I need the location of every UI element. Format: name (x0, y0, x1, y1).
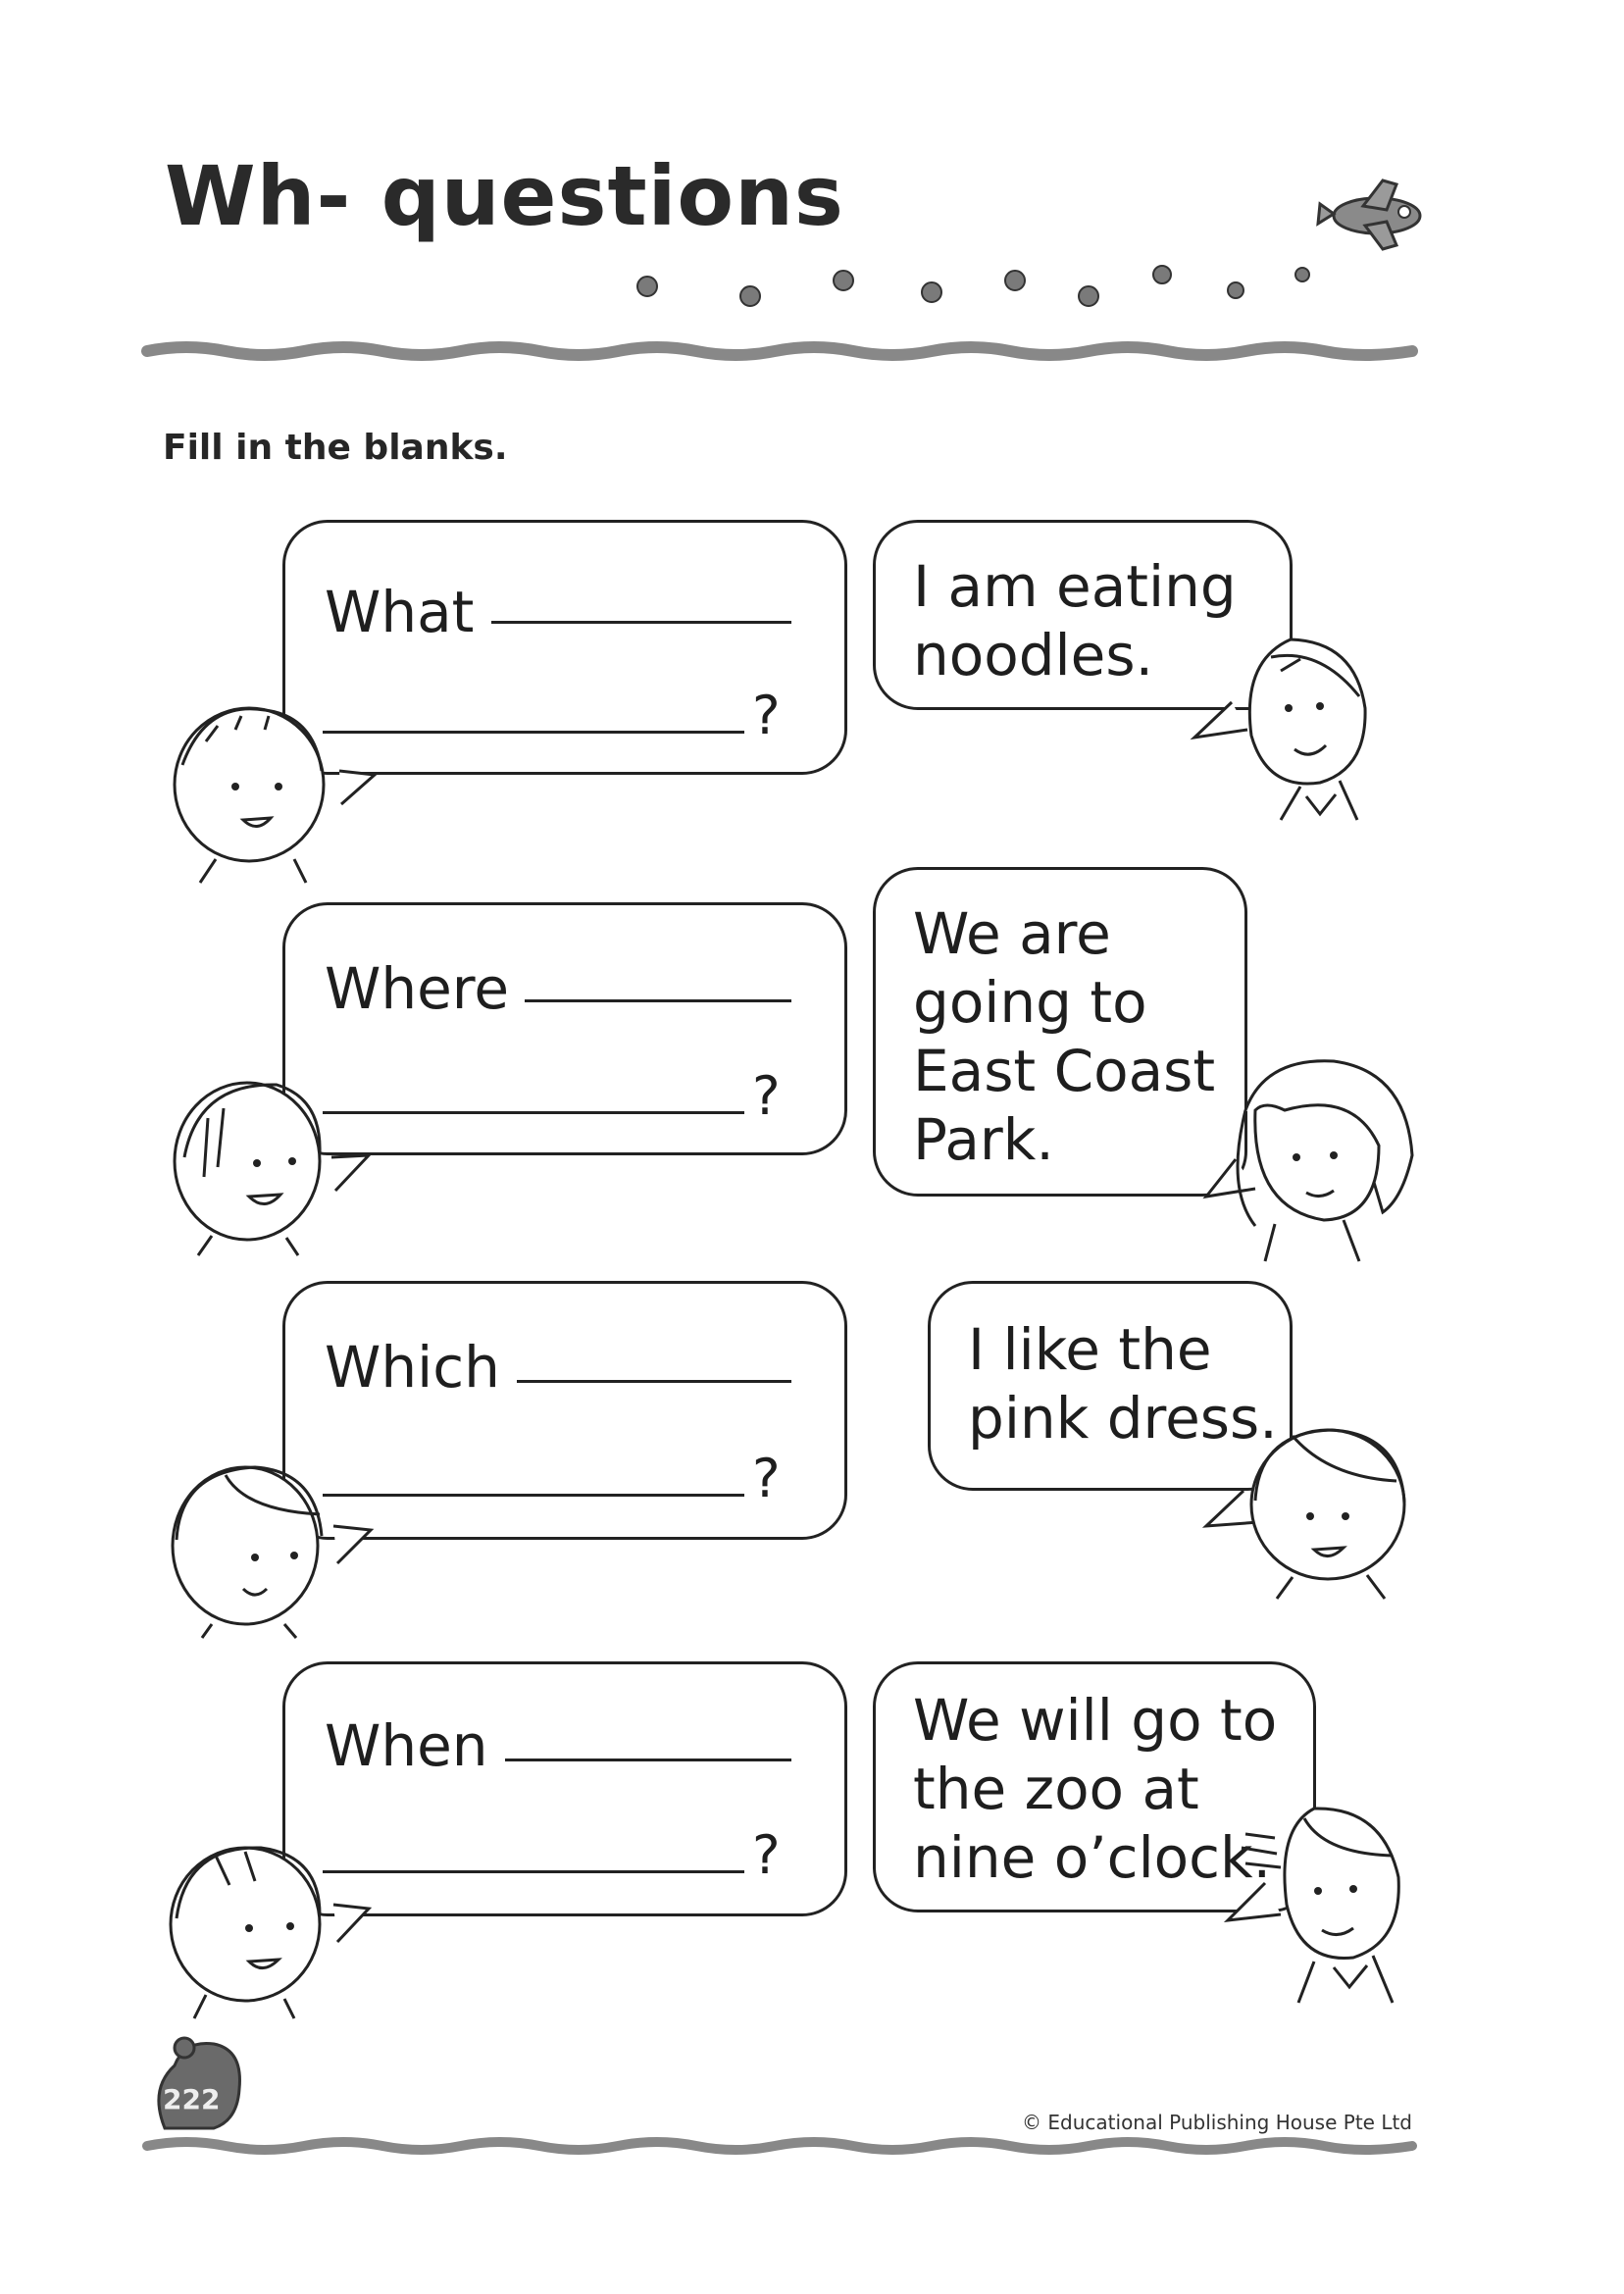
airplane-icon (1314, 177, 1432, 255)
man-face-icon (1206, 1795, 1432, 2011)
question-word: When (325, 1712, 488, 1779)
answer-blank[interactable] (323, 1870, 744, 1873)
page-number: 222 (163, 2083, 221, 2116)
answer-blank[interactable] (525, 999, 791, 1002)
girl-face-icon (149, 1069, 365, 1255)
question-bubble-1 (282, 520, 847, 775)
question-mark: ? (752, 685, 781, 746)
top-divider (147, 341, 1412, 361)
question-word: Where (325, 955, 510, 1022)
question-bubble-4 (282, 1661, 847, 1916)
instruction-text: Fill in the blanks. (163, 428, 508, 468)
answer-text: We will go to the zoo at nine o’clock. (913, 1687, 1278, 1891)
answer-blank[interactable] (323, 1111, 744, 1114)
question-mark: ? (752, 1065, 781, 1127)
answer-blank[interactable] (323, 731, 744, 734)
man-face-icon (1173, 628, 1408, 824)
question-bubble-3 (282, 1281, 847, 1540)
decorative-trail (628, 255, 1314, 314)
answer-blank[interactable] (517, 1380, 791, 1383)
answer-blank[interactable] (323, 1494, 744, 1497)
copyright-text: © Educational Publishing House Pte Ltd (1022, 2111, 1412, 2134)
boy-face-icon (147, 687, 363, 883)
boy-face-icon (147, 1442, 363, 1638)
question-mark: ? (752, 1824, 781, 1886)
question-bubble-2 (282, 902, 847, 1155)
question-word: What (325, 579, 475, 645)
answer-blank[interactable] (505, 1759, 791, 1761)
girl-face-icon (1204, 1412, 1430, 1608)
page-title: Wh- questions (165, 148, 844, 244)
boy-face-icon (147, 1826, 363, 2022)
question-mark: ? (752, 1448, 781, 1509)
woman-face-icon (1187, 1051, 1422, 1267)
bottom-divider (147, 2136, 1412, 2156)
answer-text: We are going to East Coast Park. (913, 900, 1216, 1173)
answer-text: I am eating noodles. (913, 553, 1237, 688)
answer-blank[interactable] (491, 621, 791, 624)
answer-text: I like the pink dress. (968, 1316, 1278, 1452)
question-word: Which (325, 1334, 500, 1401)
